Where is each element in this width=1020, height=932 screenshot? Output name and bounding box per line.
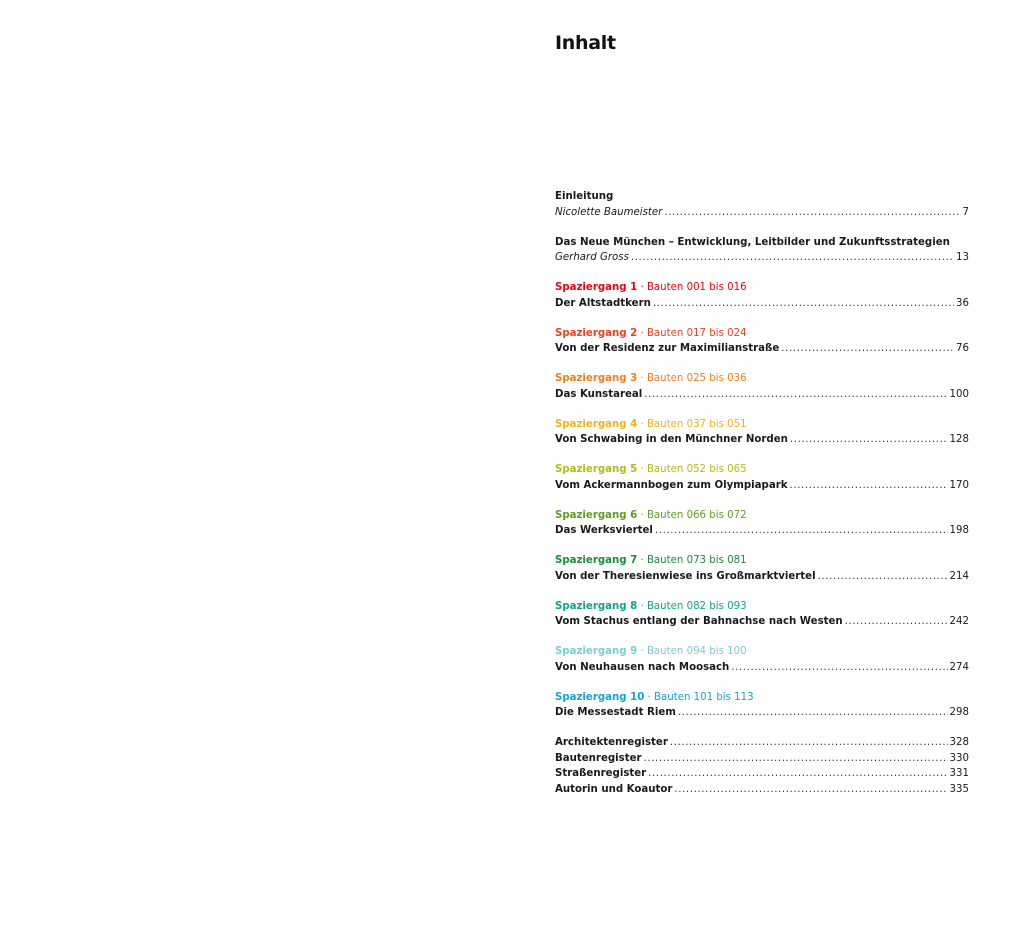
dot-leader [781,341,954,357]
toc-entry-title: Bautenregister [555,752,642,764]
dot-leader [644,751,948,767]
walk-separator: · [644,691,655,703]
toc-page-number: 36 [956,297,969,309]
dot-leader [648,766,947,782]
toc-entry-author: Nicolette Baumeister [555,206,663,218]
walk-range: Bauten 017 bis 024 [646,327,747,339]
walk-label: Spaziergang 1 [555,282,638,293]
walk-range: Bauten 037 bis 051 [646,418,747,430]
page-title: Inhalt [555,32,616,54]
walk-label: Spaziergang 4 [555,418,638,430]
walk-separator: · [637,282,647,293]
walk-heading [555,280,747,296]
walk-label: Spaziergang 8 [555,600,638,612]
toc-entry-introduction[interactable] [555,189,969,220]
toc-entry-title: Vom Stachus entlang der Bahnachse nach Westen [555,616,843,627]
walk-label: Spaziergang 7 [555,555,638,566]
walk-label: Spaziergang 6 [555,509,638,521]
walk-heading [555,462,747,478]
toc-entry-walk-9[interactable] [555,644,969,675]
dot-leader [655,523,948,539]
toc-registers [555,735,969,797]
walk-separator: · [637,555,647,566]
toc-entry-walk-1[interactable] [555,280,969,311]
walk-heading [555,326,747,342]
toc-entry-walk-6[interactable] [555,508,969,539]
toc-entry-register[interactable] [555,766,969,782]
toc-entry-title: Von Neuhausen nach Moosach [555,661,730,673]
toc-entry-register[interactable] [555,735,969,751]
toc-entry-walk-5[interactable] [555,462,969,493]
walk-label: Spaziergang 2 [555,327,638,339]
toc-page-number: 274 [949,661,969,673]
walk-range: Bauten 066 bis 072 [646,509,747,521]
walk-separator: · [637,418,647,430]
toc-entry-title: Autorin und Koautor [555,783,673,795]
toc-entry-register[interactable] [555,751,969,767]
walk-heading [555,417,747,433]
toc-page-number: 328 [949,737,969,748]
toc-page-number: 76 [956,343,969,354]
toc-entry-register[interactable] [555,782,969,798]
toc-page-number: 330 [949,752,969,764]
toc-entry-walk-3[interactable] [555,371,969,402]
toc-entry-walk-8[interactable] [555,599,969,630]
walk-heading [555,644,747,660]
walk-separator: · [637,509,647,521]
walk-label: Spaziergang 9 [555,646,638,657]
walk-heading [555,690,754,706]
walk-range: Bauten 094 bis 100 [646,646,747,657]
walk-range: Bauten 073 bis 081 [646,555,747,566]
walk-range: Bauten 101 bis 113 [654,691,754,703]
toc-entry-walk-2[interactable] [555,326,969,357]
toc-entry-title: Das Neue München – Entwicklung, Leitbilder und Zukunftsstrategien [555,236,950,248]
toc-entry-walk-4[interactable] [555,417,969,448]
walk-range: Bauten 052 bis 065 [646,464,747,475]
toc-page-number: 100 [949,388,969,400]
toc-entry-essay[interactable] [555,235,969,266]
walk-separator: · [637,464,647,475]
dot-leader [845,614,948,630]
dot-leader [678,705,948,721]
walk-heading [555,599,747,615]
toc-page-number: 7 [962,206,969,218]
toc-entry-title: Der Altstadtkern [555,297,651,309]
toc-entry-title: Straßenregister [555,768,647,779]
toc-entry-title: Architektenregister [555,737,668,748]
dot-leader [653,296,954,312]
toc-entry-walk-10[interactable] [555,690,969,721]
walk-label: Spaziergang 10 [555,691,645,703]
dot-leader [674,782,947,798]
toc-page-number: 242 [949,616,969,627]
walk-label: Spaziergang 5 [555,464,638,475]
dot-leader [818,569,948,585]
toc-entry-title: Vom Ackermannbogen zum Olympiapark [555,479,788,491]
dot-leader [731,660,947,676]
toc-entry-title: Die Messestadt Riem [555,707,676,718]
dot-leader [790,432,948,448]
walk-heading [555,508,747,524]
toc-page-number: 13 [956,252,969,263]
toc-page-number: 214 [949,570,969,582]
toc-entry-walk-7[interactable] [555,553,969,584]
dot-leader [664,205,960,221]
toc-entry-title: Einleitung [555,191,614,202]
walk-separator: · [637,373,647,384]
dot-leader [644,387,947,403]
walk-range: Bauten 001 bis 016 [646,282,747,293]
walk-separator: · [637,646,647,657]
toc-page-number: 170 [949,479,969,491]
toc-entry-title: Von der Theresienwiese ins Großmarktviertel [555,570,816,582]
toc-entry-author: Gerhard Gross [555,252,629,263]
toc-page-number: 335 [949,783,969,795]
dot-leader [670,735,948,751]
dot-leader [631,250,954,266]
dot-leader [790,478,948,494]
toc-page-number: 198 [949,525,969,536]
toc-entry-title: Das Kunstareal [555,388,643,400]
walk-heading [555,371,747,387]
table-of-contents [555,189,969,797]
toc-page-number: 298 [949,707,969,718]
toc-page-number: 331 [949,768,969,779]
walk-separator: · [637,327,647,339]
walk-heading [555,553,747,569]
walk-label: Spaziergang 3 [555,373,638,384]
walk-separator: · [637,600,647,612]
toc-entry-title: Das Werksviertel [555,525,653,536]
toc-page-number: 128 [949,434,969,445]
walk-range: Bauten 025 bis 036 [646,373,747,384]
toc-entry-title: Von der Residenz zur Maximilianstraße [555,343,780,354]
walk-range: Bauten 082 bis 093 [646,600,747,612]
toc-entry-title: Von Schwabing in den Münchner Norden [555,434,788,445]
